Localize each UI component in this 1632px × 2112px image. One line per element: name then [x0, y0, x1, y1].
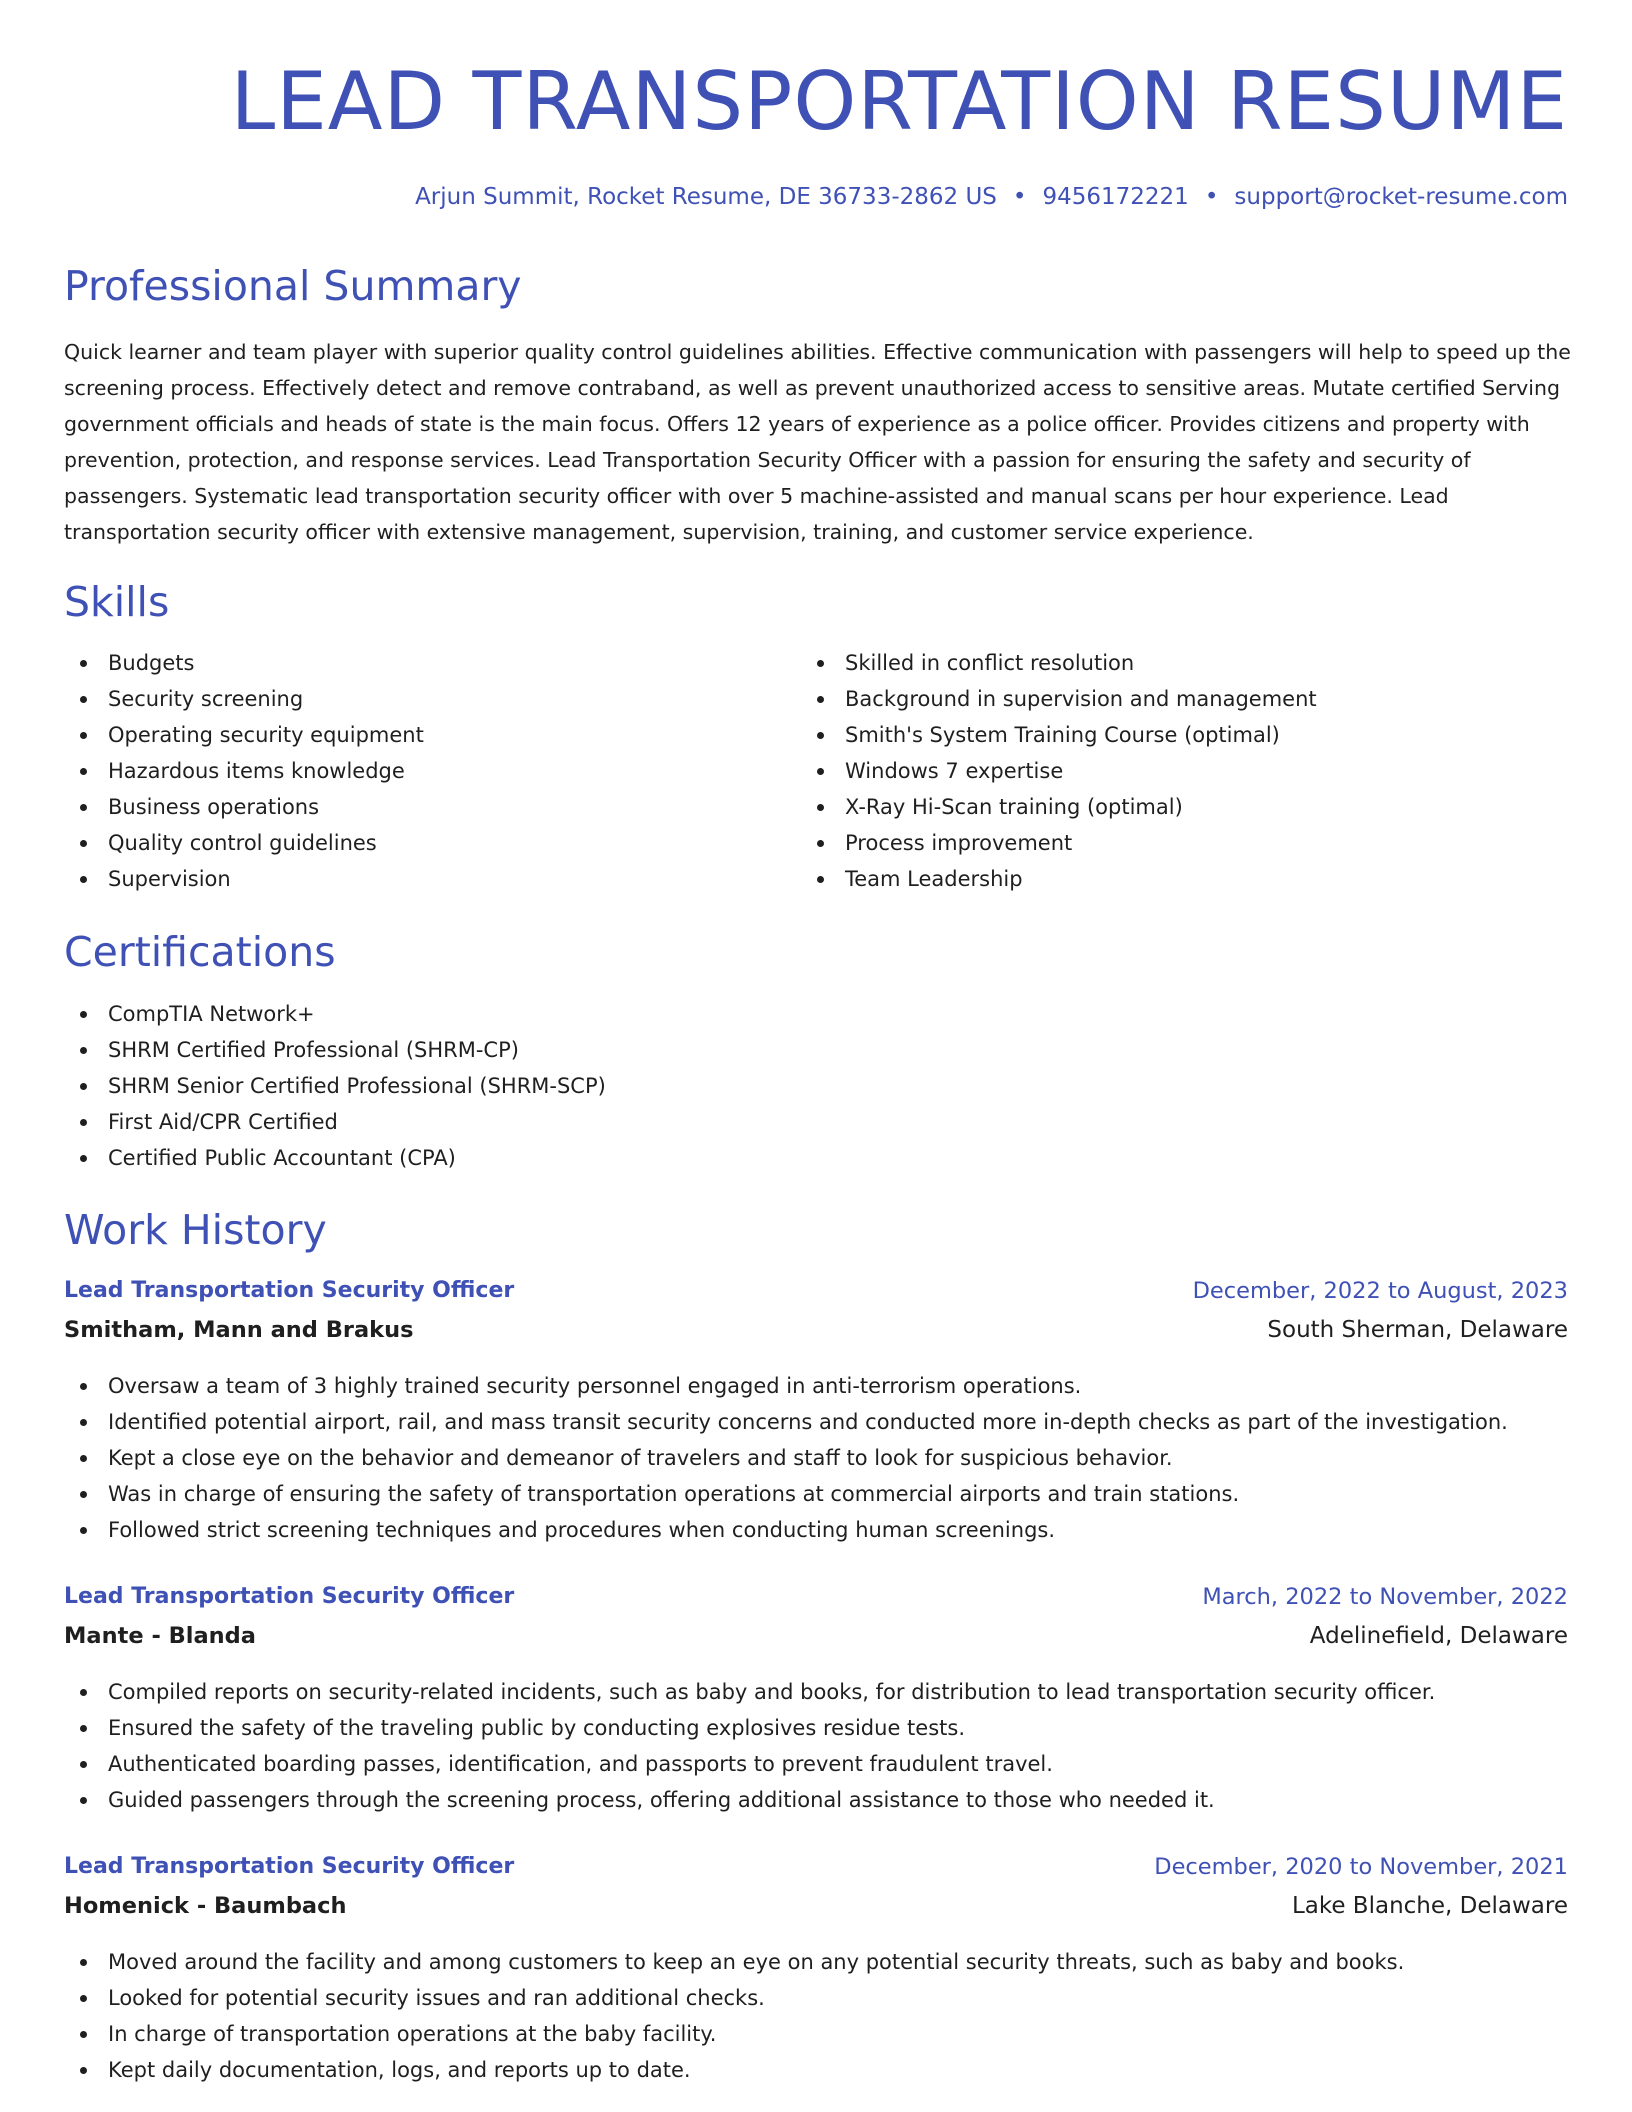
- certification-item: SHRM Senior Certified Professional (SHRM-SCP): [64, 1068, 606, 1104]
- job-duty: Kept a close eye on the behavior and demeanor of travelers and staff to look for suspicious behavior.: [64, 1440, 1508, 1476]
- job-duty: Compiled reports on security-related incidents, such as baby and books, for distribution to lead transportation security officer.: [64, 1674, 1435, 1710]
- job-duty: Was in charge of ensuring the safety of transportation operations at commercial airports and train stations.: [64, 1476, 1508, 1512]
- job-company-row: [64, 1891, 1568, 1921]
- job-header-row: [64, 1582, 1568, 1612]
- skill-item: Smith's System Training Course (optimal): [801, 717, 1317, 753]
- skills-list-left: [64, 645, 424, 897]
- summary-text: Quick learner and team player with superior quality control guidelines abilities. Effective communication with passengers will help to speed up the screening process. Effectively detect and remove contraband, as well as prevent unauthorized access to sensitive areas. Mutate certified Serving government officials and heads of state is the main focus. Offers 12 years of experience as a police officer. Provides citizens and property with prevention, protection, and response services. Lead Transportation Security Officer with a passion for ensuring the safety and security of passengers. Systematic lead transportation security officer with over 5 machine-assisted and manual scans per hour experience. Lead transportation security officer with extensive management, supervision, training, and customer service experience.: [64, 340, 1571, 544]
- certification-item: SHRM Certified Professional (SHRM-CP): [64, 1032, 606, 1068]
- job-header-row: [64, 1276, 1568, 1306]
- job-duty: In charge of transportation operations at the baby facility.: [64, 2016, 1404, 2052]
- job-company-row: [64, 1315, 1568, 1345]
- resume-title: LEAD TRANSPORTATION RESUME: [230, 55, 1568, 148]
- job-duty: Authenticated boarding passes, identification, and passports to prevent fraudulent travel.: [64, 1746, 1435, 1782]
- contact-separator: •: [1204, 184, 1219, 210]
- skill-item: Budgets: [64, 645, 424, 681]
- job-title: Lead Transportation Security Officer: [64, 1278, 515, 1303]
- job-duty: Kept daily documentation, logs, and reports up to date.: [64, 2052, 1404, 2088]
- skill-item: Skilled in conflict resolution: [801, 645, 1317, 681]
- job-duty: Guided passengers through the screening process, offering additional assistance to those who needed it.: [64, 1782, 1435, 1818]
- job-company: Homenick - Baumbach: [64, 1893, 347, 1919]
- job-company: Mante - Blanda: [64, 1623, 256, 1649]
- job-duty: Moved around the facility and among customers to keep an eye on any potential security threats, such as baby and books.: [64, 1944, 1404, 1980]
- job-duty: Followed strict screening techniques and procedures when conducting human screenings.: [64, 1512, 1508, 1548]
- skill-item: X-Ray Hi-Scan training (optimal): [801, 789, 1317, 825]
- skill-item: Quality control guidelines: [64, 825, 424, 861]
- contact-email: support@rocket-resume.com: [1234, 184, 1568, 210]
- job-company-row: [64, 1621, 1568, 1651]
- work-history-heading: Work History: [64, 1206, 327, 1254]
- job-duties-list: [64, 1368, 1508, 1548]
- contact-phone: 9456172221: [1042, 184, 1189, 210]
- job-header-row: [64, 1852, 1568, 1882]
- job-dates: December, 2022 to August, 2023: [1192, 1278, 1568, 1304]
- job-company: Smitham, Mann and Brakus: [64, 1317, 414, 1343]
- job-dates: December, 2020 to November, 2021: [1154, 1854, 1568, 1880]
- job-location: South Sherman, Delaware: [1267, 1317, 1568, 1343]
- job-dates: March, 2022 to November, 2022: [1202, 1584, 1568, 1610]
- skill-item: Team Leadership: [801, 861, 1317, 897]
- skill-item: Process improvement: [801, 825, 1317, 861]
- job-duties-list: [64, 1674, 1435, 1818]
- certification-item: Certified Public Accountant (CPA): [64, 1140, 606, 1176]
- contact-line: [64, 182, 1568, 212]
- resume-header: [64, 52, 1568, 212]
- job-location: Lake Blanche, Delaware: [1291, 1893, 1568, 1919]
- skills-heading: Skills: [64, 578, 170, 626]
- skills-list-right: [801, 645, 1317, 897]
- job-duty: Looked for potential security issues and ran additional checks.: [64, 1980, 1404, 2016]
- job-duties-list: [64, 1944, 1404, 2088]
- certification-item: First Aid/CPR Certified: [64, 1104, 606, 1140]
- job-title: Lead Transportation Security Officer: [64, 1854, 515, 1879]
- skill-item: Background in supervision and management: [801, 681, 1317, 717]
- contact-address: Arjun Summit, Rocket Resume, DE 36733-2862 US: [415, 184, 997, 210]
- summary-heading: Professional Summary: [64, 262, 522, 310]
- skill-item: Operating security equipment: [64, 717, 424, 753]
- skill-item: Business operations: [64, 789, 424, 825]
- job-duty: Identified potential airport, rail, and mass transit security concerns and conducted more in-depth checks as part of the investigation.: [64, 1404, 1508, 1440]
- skill-item: Hazardous items knowledge: [64, 753, 424, 789]
- job-duty: Ensured the safety of the traveling public by conducting explosives residue tests.: [64, 1710, 1435, 1746]
- job-duty: Oversaw a team of 3 highly trained security personnel engaged in anti-terrorism operations.: [64, 1368, 1508, 1404]
- certification-item: CompTIA Network+: [64, 996, 606, 1032]
- certifications-list: [64, 996, 606, 1176]
- job-location: Adelinefield, Delaware: [1309, 1623, 1568, 1649]
- skill-item: Windows 7 expertise: [801, 753, 1317, 789]
- skill-item: Supervision: [64, 861, 424, 897]
- certifications-heading: Certifications: [64, 928, 336, 976]
- skill-item: Security screening: [64, 681, 424, 717]
- contact-separator: •: [1012, 184, 1027, 210]
- job-title: Lead Transportation Security Officer: [64, 1584, 515, 1609]
